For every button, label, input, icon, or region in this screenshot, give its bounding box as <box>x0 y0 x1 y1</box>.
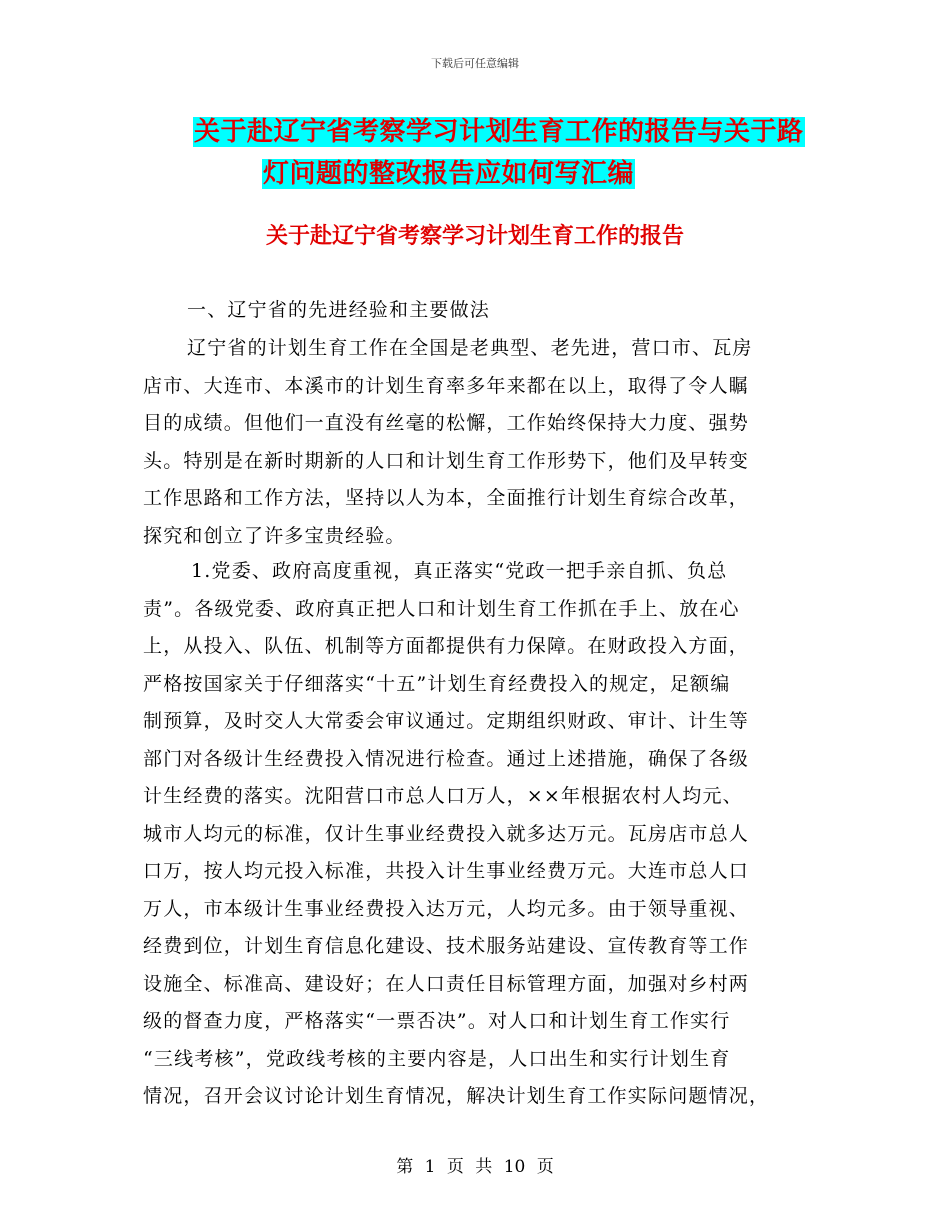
paragraph-line: 城市人均元的标准，仅计生事业经费投入就多达万元。瓦房店市总人 <box>143 822 750 845</box>
paragraph-line: 目的成绩。但他们一直没有丝毫的松懈，工作始终保持大力度、强势 <box>143 412 750 434</box>
paragraph-line: 责”。各级党委、政府真正把人口和计划生育工作抓在手上、放在心 <box>143 597 740 620</box>
paragraph-line: 上，从投入、队伍、机制等方面都提供有力保障。在财政投入方面， <box>143 635 750 657</box>
paragraph-line: 工作思路和工作方法，坚持以人为本，全面推行计划生育综合改革， <box>143 487 750 509</box>
paragraph-line: 制预算，及时交人大常委会审议通过。定期组织财政、审计、计生等 <box>143 710 750 732</box>
paragraph-line: 严格按国家关于仔细落实“十五”计划生育经费投入的规定，足额编 <box>143 672 731 695</box>
paragraph-line: 1.党委、政府高度重视，真正落实“党政一把手亲自抓、负总 <box>191 560 728 582</box>
paragraph-line: 口万，按人均元投入标准，共投入计生事业经费万元。大连市总人口 <box>143 860 750 882</box>
paragraph-line: 经费到位，计划生育信息化建设、技术服务站建设、宣传教育等工作 <box>143 935 750 957</box>
section-title: 关于赴辽宁省考察学习计划生育工作的报告 <box>265 223 684 249</box>
paragraph-line: 店市、大连市、本溪市的计划生育率多年来都在以上，取得了令人瞩 <box>143 374 750 397</box>
paragraph-line: 探究和创立了许多宝贵经验。 <box>143 524 406 547</box>
page-footer: 第 1 页 共 10 页 <box>396 1157 554 1177</box>
document-title-line-2: 灯问题的整改报告应如何写汇编 <box>263 159 635 189</box>
subheading: 一、辽宁省的先进经验和主要做法 <box>187 299 491 321</box>
paragraph-line: 头。特别是在新时期新的人口和计划生育工作形势下，他们及早转变 <box>143 449 750 472</box>
paragraph-line: “三线考核”，党政线考核的主要内容是，人口出生和实行计划生育 <box>143 1047 731 1070</box>
paragraph-line: 万人，市本级计生事业经费投入达万元，人均元多。由于领导重视、 <box>143 897 750 920</box>
paragraph-line: 设施全、标准高、建设好；在人口责任目标管理方面，加强对乡村两 <box>143 972 750 995</box>
paragraph-line: 部门对各级计生经费投入情况进行检查。通过上述措施，确保了各级 <box>143 747 750 770</box>
header-note: 下载后可任意编辑 <box>431 57 519 70</box>
paragraph-line: 计生经费的落实。沈阳营口市总人口万人，××年根据农村人均元、 <box>143 785 743 807</box>
paragraph-2 <box>143 553 813 1116</box>
paragraph-1 <box>143 330 813 555</box>
document-title-line-1: 关于赴辽宁省考察学习计划生育工作的报告与关于路 <box>194 117 804 147</box>
paragraph-line: 级的督查力度，严格落实“一票否决”。对人口和计划生育工作实行 <box>143 1010 731 1032</box>
paragraph-line: 辽宁省的计划生育工作在全国是老典型、老先进，营口市、瓦房 <box>187 337 753 359</box>
paragraph-line: 情况，召开会议讨论计划生育情况，解决计划生育工作实际问题情况， <box>143 1085 770 1107</box>
